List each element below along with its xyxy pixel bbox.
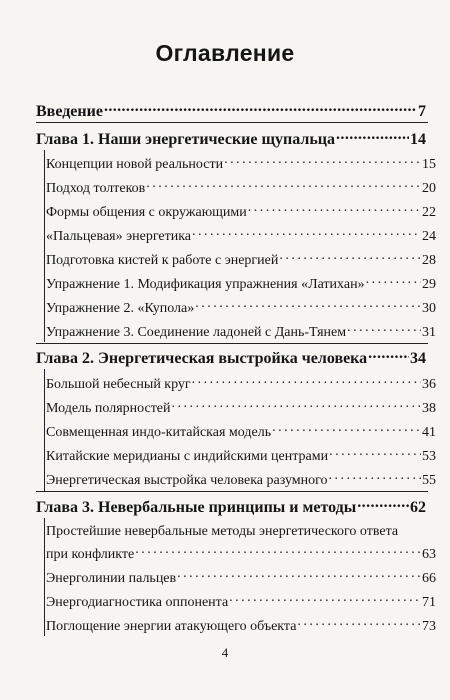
toc-section[interactable] <box>46 274 436 294</box>
toc-chapter-1[interactable] <box>36 128 426 150</box>
separator-line <box>36 343 428 344</box>
page-title: Оглавление <box>155 40 295 66</box>
section-page: 15 <box>422 157 436 172</box>
section-page: 31 <box>422 325 436 340</box>
section-label: Поглощение энергии атакующего объекта <box>46 619 297 634</box>
toc-section[interactable] <box>46 298 436 318</box>
toc-section[interactable] <box>46 544 436 564</box>
section-page: 41 <box>422 425 436 440</box>
dot-leader <box>329 446 421 460</box>
page-number: 4 <box>221 645 229 660</box>
toc-section[interactable] <box>46 202 436 222</box>
toc-section[interactable] <box>46 470 436 490</box>
toc-chapter-2[interactable] <box>36 347 426 369</box>
dot-leader <box>336 128 409 144</box>
separator-line <box>36 491 428 492</box>
section-label: Упражнение 2. «Купола» <box>46 301 195 316</box>
chapter-label: Глава 1. Наши энергетические щупальца <box>36 131 336 148</box>
toc-section[interactable] <box>46 178 436 198</box>
dot-leader <box>135 544 421 558</box>
dot-leader <box>224 154 421 168</box>
dot-leader <box>368 347 409 363</box>
toc-section[interactable] <box>46 616 436 636</box>
section-label: Энергетическая выстройка человека разумного <box>46 473 328 488</box>
section-label: Энергодиагностика оппонента <box>46 595 229 610</box>
chapter-page: 14 <box>410 131 426 148</box>
section-page: 24 <box>422 229 436 244</box>
section-label: Формы общения с окружающими <box>46 205 247 220</box>
section-page: 73 <box>422 619 436 634</box>
toc-section[interactable] <box>46 250 436 270</box>
toc-section[interactable] <box>46 446 436 466</box>
dot-leader <box>104 100 417 116</box>
section-label: Концепции новой реальности <box>46 157 224 172</box>
toc-entry-intro[interactable] <box>36 100 426 122</box>
dot-leader <box>297 616 421 630</box>
section-label[interactable]: Простейшие невербальные методы энергетического ответа <box>46 524 399 539</box>
section-page: 28 <box>422 253 436 268</box>
section-label: Энерголинии пальцев <box>46 571 177 586</box>
section-label: Подход толтеков <box>46 181 146 196</box>
dot-leader <box>146 178 421 192</box>
section-page: 22 <box>422 205 436 220</box>
dot-leader <box>229 592 421 606</box>
chapter-label: Глава 2. Энергетическая выстройка человека <box>36 350 368 367</box>
section-page: 55 <box>422 473 436 488</box>
section-page: 38 <box>422 401 436 416</box>
dot-leader <box>329 470 421 484</box>
section-page: 36 <box>422 377 436 392</box>
toc-chapter-3[interactable] <box>36 496 426 518</box>
dot-leader <box>195 298 421 312</box>
dot-leader <box>192 226 421 240</box>
section-page: 71 <box>422 595 436 610</box>
toc-section[interactable] <box>46 422 436 442</box>
toc-section[interactable] <box>46 374 436 394</box>
toc-section[interactable] <box>46 592 436 612</box>
toc-section[interactable] <box>46 568 436 588</box>
section-bracket <box>44 150 45 342</box>
chapter-page: 34 <box>410 350 426 367</box>
section-page: 63 <box>422 547 436 562</box>
dot-leader <box>248 202 421 216</box>
section-page: 30 <box>422 301 436 316</box>
section-page: 66 <box>422 571 436 586</box>
dot-leader <box>272 422 421 436</box>
dot-leader <box>279 250 421 264</box>
section-page: 20 <box>422 181 436 196</box>
chapter-page: 62 <box>410 499 426 516</box>
dot-leader <box>366 274 421 288</box>
section-page: 29 <box>422 277 436 292</box>
chapter-label: Глава 3. Невербальные принципы и методы <box>36 499 357 516</box>
dot-leader <box>357 496 409 512</box>
toc-section[interactable] <box>46 398 436 418</box>
toc-section[interactable] <box>46 226 436 246</box>
section-label: Подготовка кистей к работе с энергией <box>46 253 279 268</box>
section-label: Совмещенная индо-китайская модель <box>46 425 272 440</box>
section-label: Большой небесный круг <box>46 377 191 392</box>
section-label: Упражнение 3. Соединение ладоней с Дань-Тянем <box>46 325 347 340</box>
dot-leader <box>177 568 421 582</box>
dot-leader <box>347 322 421 336</box>
toc-entry-page: 7 <box>418 103 426 120</box>
toc-section[interactable] <box>46 154 436 174</box>
section-label-continued: при конфликте <box>46 547 135 562</box>
section-bracket <box>44 518 45 636</box>
dot-leader <box>172 398 421 412</box>
section-label: Китайские меридианы с индийскими центрами <box>46 449 329 464</box>
dot-leader <box>192 374 421 388</box>
section-label: Модель полярностей <box>46 401 171 416</box>
toc-entry-label: Введение <box>36 103 103 120</box>
section-page: 53 <box>422 449 436 464</box>
toc-section[interactable] <box>46 322 436 342</box>
section-label: Упражнение 1. Модификация упражнения «Латихан» <box>46 277 365 292</box>
section-bracket <box>44 369 45 491</box>
separator-line <box>36 122 428 123</box>
section-label: «Пальцевая» энергетика <box>46 229 192 244</box>
